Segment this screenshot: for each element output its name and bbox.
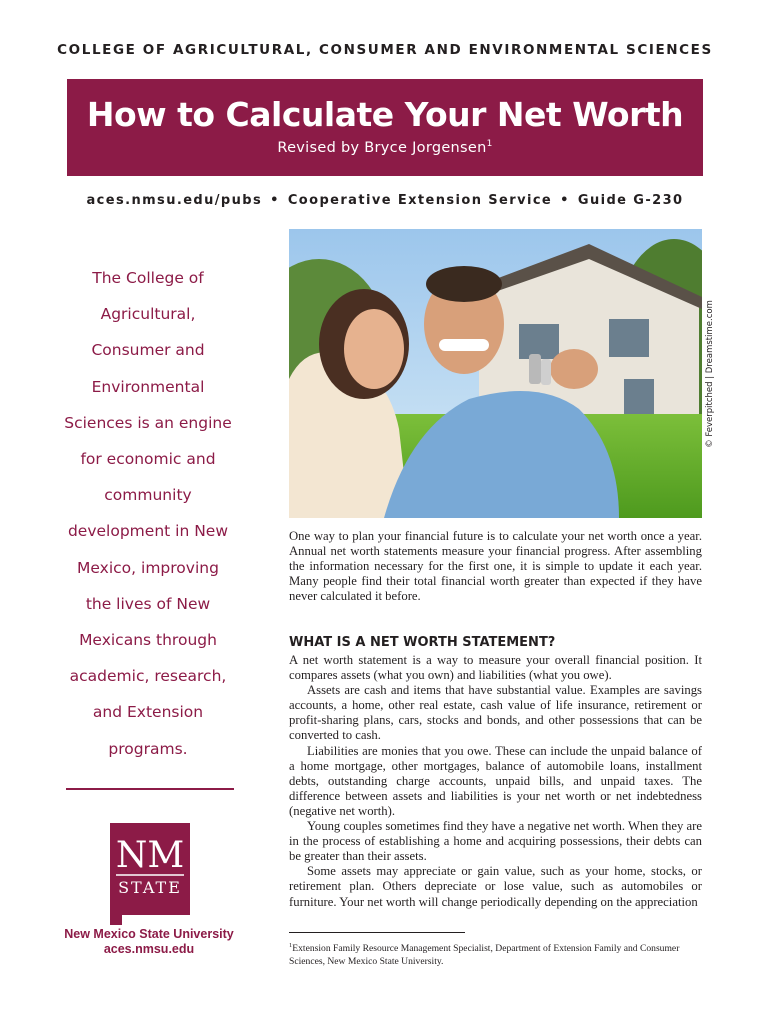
section-body	[289, 653, 702, 910]
college-header: COLLEGE OF AGRICULTURAL, CONSUMER AND ENVIRONMENTAL SCIENCES	[57, 42, 713, 58]
university-block	[44, 927, 254, 957]
paragraph: Assets are cash and items that have substantial value. Examples are savings accounts, a home, other real estate, cash value of life insurance, retirement or profit-sharing plans, cars, stocks and bonds, and other possessions that can be converted to cash.	[289, 683, 702, 743]
title-banner	[67, 79, 703, 176]
nm-state-logo-icon	[110, 823, 190, 925]
couple-with-keys-photo	[289, 229, 702, 518]
author-byline	[67, 139, 703, 156]
university-name: New Mexico State University	[64, 927, 234, 941]
bullet-separator: •	[270, 193, 280, 208]
paragraph: Liabilities are monies that you owe. These can include the unpaid balance of a home mortgage, other mortgages, balance of automobile loans, installment debts, outstanding charge accounts, unpaid bills, and unpaid taxes. The difference between assets and liabilities is your net worth or net indebtedness (negative net worth).	[289, 743, 702, 818]
footnote-divider	[289, 932, 465, 933]
paragraph: Some assets may appreciate or gain value, such as your home, stocks, or retirement plan. Others depreciate or lose value, such as automobiles or furniture. Your net worth will change periodically depending on the appreciation	[289, 864, 702, 909]
intro-paragraph: One way to plan your financial future is to calculate your net worth once a year. Annual net worth statements measure your financial progress. After assembling the information necessary for the first one, it is simple to update it each year. Many people find their total financial worth greater than expected if they have never calculated it before.	[289, 529, 702, 604]
footnote-marker: 1	[289, 942, 293, 949]
pubs-url[interactable]: aces.nmsu.edu/pubs	[86, 193, 263, 208]
paragraph: Young couples sometimes find they have a negative net worth. When they are in the process of establishing a home and acquiring possessions, their debts can be greater than their assets.	[289, 819, 702, 864]
publication-line	[0, 193, 770, 208]
mission-statement: The College of Agricultural, Consumer and Environmental Sciences is an engine for economic and community development in New Mexico, improving the lives of New Mexicans through academic, research, and Extension programs.	[64, 269, 232, 758]
service-name: Cooperative Extension Service	[287, 193, 553, 208]
byline-footnote-marker: 1	[486, 139, 493, 149]
section-heading: WHAT IS A NET WORTH STATEMENT?	[289, 635, 556, 650]
footnote	[289, 940, 702, 968]
nm-state-logo	[110, 823, 190, 925]
photo-credit-text: © Feverpitched | Dreamstime.com	[705, 300, 715, 448]
bullet-separator: •	[560, 193, 570, 208]
logo-state-text: STATE	[118, 878, 182, 897]
university-website[interactable]: aces.nmsu.edu	[103, 942, 195, 956]
cover-photo	[289, 229, 702, 518]
photo-credit	[704, 229, 716, 518]
guide-number: Guide G-230	[577, 193, 684, 208]
paragraph: A net worth statement is a way to measure your overall financial position. It compares assets (what you own) and liabilities (what you owe).	[289, 653, 702, 683]
byline-text: Revised by Bryce Jorgensen	[277, 139, 487, 156]
sidebar-divider	[66, 788, 234, 790]
page-title: How to Calculate Your Net Worth	[86, 95, 684, 134]
logo-nm-text: NM	[115, 835, 185, 876]
footnote-text: Extension Family Resource Management Specialist, Department of Extension Family and Consumer Sciences, New Mexico State University.	[289, 943, 680, 967]
